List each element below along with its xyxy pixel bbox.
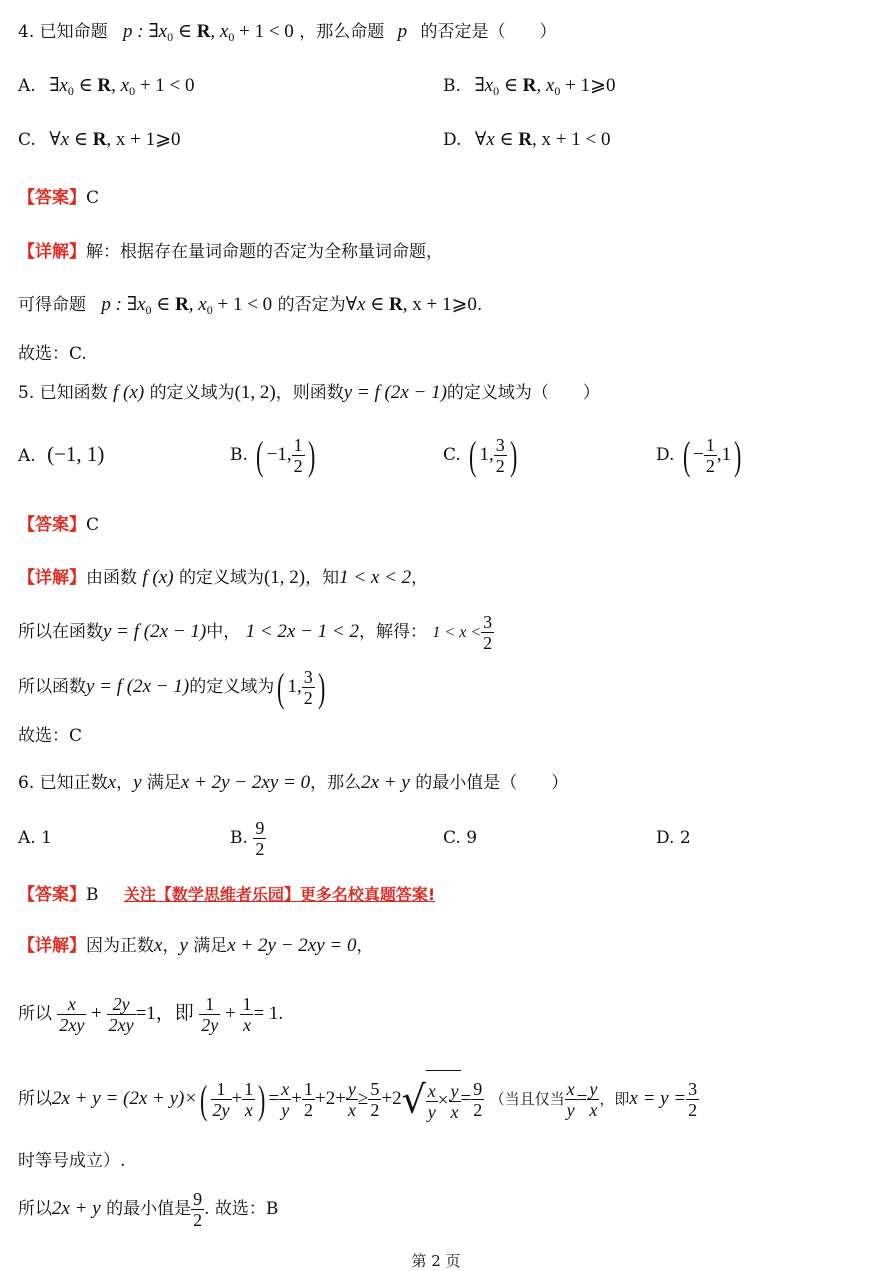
q5-detail-3: 所以函数y = f (2x − 1)的定义域为( 1, $\frac{3}{2}$ ) [18,664,326,710]
q4-p: p [397,21,408,42]
q5-stem: 5. 已知函数 f (x) 的定义域为(1, 2)，则函数y = f (2x − 1)的定义域为（ ） [18,382,600,403]
q6-option-d: D. 2 [656,828,691,848]
q5-option-a: A. (−1, 1) [18,442,105,466]
q4-option-c: C. ∀x ∈ R, x + 1⩾0 [18,129,181,150]
page-number: 第 2 页 [411,1252,461,1270]
q4-option-d: D. ∀x ∈ R, x + 1 < 0 [443,129,611,150]
q5-option-c: C. ( 1, $\frac{3}{2}$ ) [443,432,518,478]
q6-option-b: B. $\frac{9}{2}$ [230,818,265,859]
q4-option-a: A. $\exists x_0$ ∈ R, $x_0 + 1 < 0$ [18,75,195,98]
q4-stem-text-3: 的否定是（ ） [420,22,557,42]
q4-stem [18,20,557,45]
q4-choose: 故选：C. [18,344,87,364]
q4-answer: 【答案】C [18,188,100,208]
q6-detail-4: 时等号成立）. [18,1151,126,1171]
q4-stem-text-2: ，那么命题 [299,22,385,42]
q6-detail-5: 所以2x + y 的最小值是 $\frac{9}{2}$ . 故选：B [18,1189,279,1230]
q6-detail-1: 【详解】因为正数x，y 满足x + 2y − 2xy = 0， [18,935,374,956]
q4-detail-2: 可得命题 p : $\exists x_0$ ∈ R, $x_0 + 1 < 0$ 的否定为∀x ∈ R, x + 1⩾0. [18,294,483,317]
q6-detail-3: 所以2x + y = (2x + y)×( $\frac{1}{2y}$ + $\frac{1}{x}$ ) = $\frac{x}{y}$ + $\frac{1}{2}$ +2+ $\frac{y}{x}$ ≥ $\frac{5}{2}$ +2√ $\frac{x}{y}$ × $\frac{y}{x}$ = $\frac{9}{2}$ （当且仅当 $\frac{x}{y}$ = $\frac{y}{x}$ ，即x = y = $\frac{3}{2}$ [18,1070,699,1129]
q6-stem: 6. 已知正数x，y 满足x + 2y − 2xy = 0，那么2x + y 的最小值是（ ） [18,772,569,793]
q5-option-d: D. ( − $\frac{1}{2}$ ,1) [656,432,742,478]
q5-detail-2: 所以在函数y = f (2x − 1)中， 1 < 2x − 1 < 2，解得： 1 < x < $\frac{3}{2}$ [18,612,493,653]
q6-answer: 【答案】B 关注【数学思维者乐园】更多名校真题答案! [18,885,436,905]
q5-choose: 故选：C [18,726,83,746]
q5-option-b: B. ( −1, $\frac{1}{2}$ ) [230,432,315,478]
q5-detail-1: 【详解】由函数 f (x) 的定义域为(1, 2)，知1 < x < 2， [18,567,429,588]
promo-link[interactable]: 关注【数学思维者乐园】更多名校真题答案! [123,885,436,904]
q5-answer: 【答案】C [18,515,100,535]
q6-option-c: C. 9 [443,828,478,848]
q4-prop: p : $\exists x_0$ ∈ R, $x_0 + 1 < 0$ [123,21,294,44]
q4-stem-text: 4. 已知命题 [18,22,108,42]
q4-option-b: B. $\exists x_0$ ∈ R, $x_0$ + 1⩾0 [443,75,616,98]
q6-detail-2: 所以 $\frac{x}{2xy}$ + $\frac{2y}{2xy}$ =1，即 $\frac{1}{2y}$ + $\frac{1}{x}$ = 1. [18,994,284,1035]
q6-option-a: A. 1 [18,828,52,848]
q4-detail-1: 【详解】解：根据存在量词命题的否定为全称量词命题， [18,242,443,262]
